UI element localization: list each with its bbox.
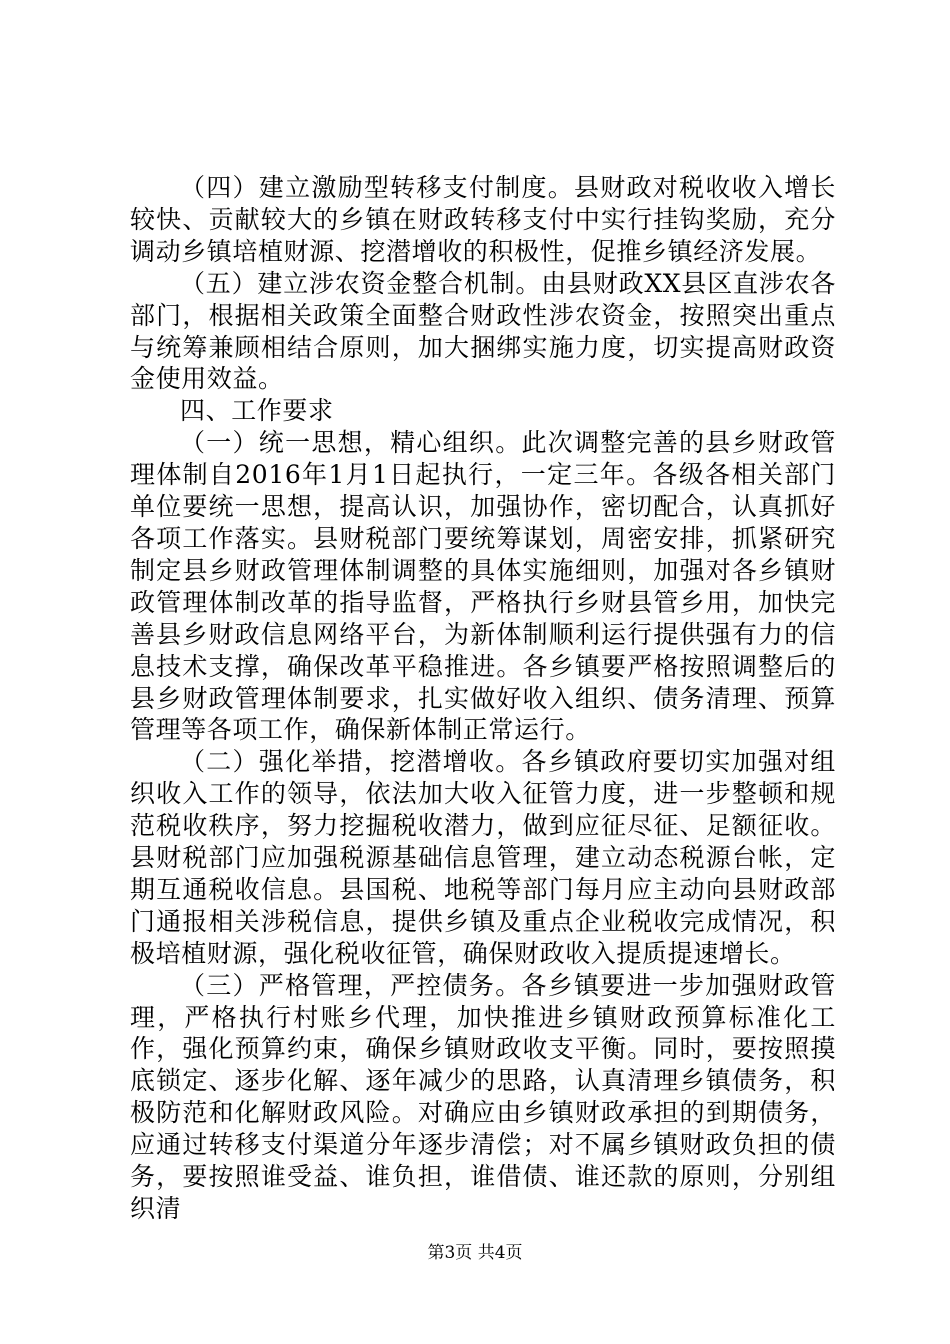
paragraph-agri-fund-integration: （五）建立涉农资金整合机制。由县财政XX县区直涉农各部门，根据相关政策全面整合财政性涉农资金，按照突出重点与统筹兼顾相结合原则，加大捆绑实施力度，切实提高财政资金使用效益。 xyxy=(130,268,836,394)
paragraph-strict-management: （三）严格管理，严控债务。各乡镇要进一步加强财政管理，严格执行村账乡代理，加快推进乡镇财政预算标准化工作，强化预算约束，确保乡镇财政收支平衡。同时，要按照摸底锁定、逐步化解、逐年减少的思路，认真清理乡镇债务，积极防范和化解财政风险。对确应由乡镇财政承担的到期债务，应通过转移支付渠道分年逐步清偿；对不属乡镇财政负担的债务，要按照谁受益、谁负担，谁借债、谁还款的原则，分别组织清 xyxy=(130,970,836,1223)
paragraph-strengthen-measures: （二）强化举措，挖潜增收。各乡镇政府要切实加强对组织收入工作的领导，依法加大收入征管力度，进一步整顿和规范税收秩序，努力挖掘税收潜力，做到应征尽征、足额征收。县财税部门应加强税源基础信息管理，建立动态税源台帐，定期互通税收信息。县国税、地税等部门每月应主动向县财政部门通报相关涉税信息，提供乡镇及重点企业税收完成情况，积极培植财源，强化税收征管，确保财政收入提质提速增长。 xyxy=(130,747,836,968)
section-heading-work-requirements: 四、工作要求 xyxy=(180,396,334,426)
document-body xyxy=(130,172,836,1225)
page-number-footer: 第3页 共4页 xyxy=(427,1243,523,1263)
paragraph-unify-thinking: （一）统一思想，精心组织。此次调整完善的县乡财政管理体制自2016年1月1日起执行，一定三年。各级各相关部门单位要统一思想，提高认识，加强协作，密切配合，认真抓好各项工作落实。县财税部门要统筹谋划，周密安排，抓紧研究制定县乡财政管理体制调整的具体实施细则，加强对各乡镇财政管理体制改革的指导监督，严格执行乡财县管乡用，加快完善县乡财政信息网络平台，为新体制顺利运行提供强有力的信息技术支撑，确保改革平稳推进。各乡镇要严格按照调整后的县乡财政管理体制要求，扎实做好收入组织、债务清理、预算管理等各项工作，确保新体制正常运行。 xyxy=(130,428,836,745)
paragraph-incentive-transfer: （四）建立激励型转移支付制度。县财政对税收收入增长较快、贡献较大的乡镇在财政转移支付中实行挂钩奖励，充分调动乡镇培植财源、挖潜增收的积极性，促推乡镇经济发展。 xyxy=(130,173,836,266)
